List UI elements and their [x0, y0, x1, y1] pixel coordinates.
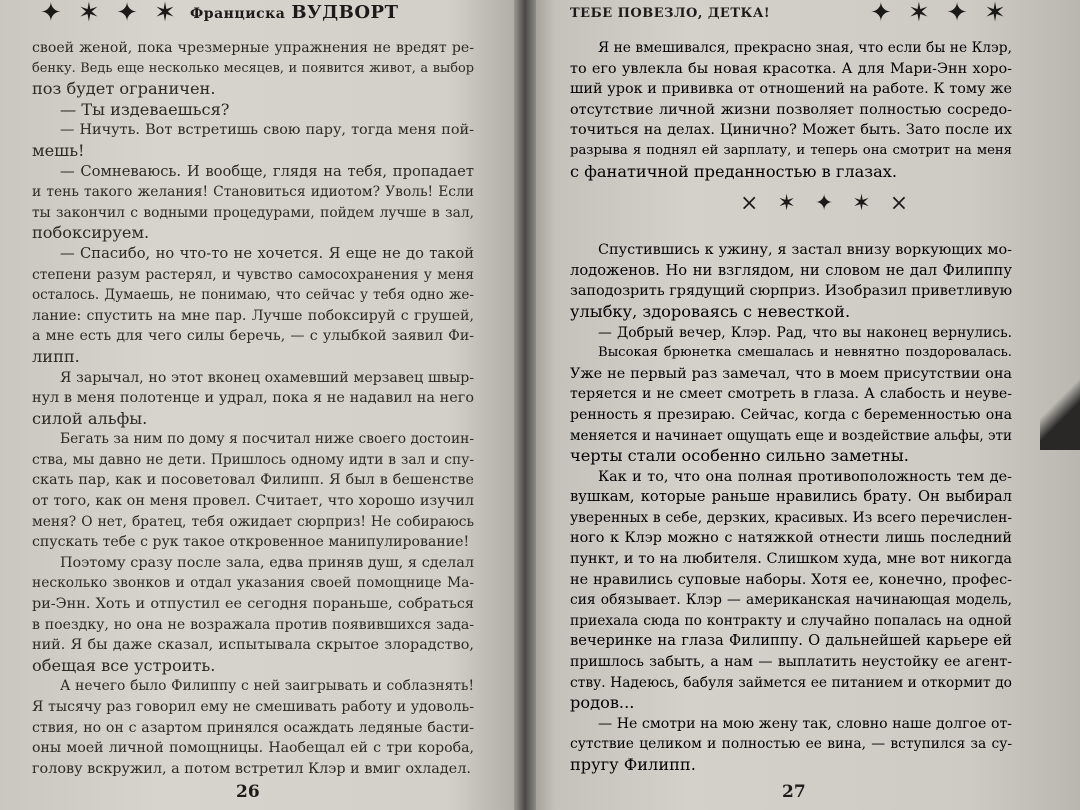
- text-line: пункт, и то на любителя. Слишком худа, мне вот никогда: [570, 551, 1012, 568]
- text-line: черты стали особенно сильно заметны.: [570, 446, 909, 466]
- text-line: то его увлекла бы новая красотка. А для Мари-Энн хоро-: [570, 60, 1012, 77]
- text-line: меня? О нет, братец, тебя ожидает сюрприз! Не собираюсь: [32, 513, 474, 530]
- text-line: Высокая брюнетка смешалась и невнятно поздоровалась.: [598, 345, 1012, 361]
- text-line: обещая все устроить.: [32, 655, 216, 675]
- author-surname: ВУДВОРТ: [291, 2, 399, 23]
- text-line: ний. Я бы даже сказал, испытывала скрытое злорадство,: [32, 637, 474, 654]
- text-line: ству. Надеюсь, бабуля займется ее питанием и откормит до: [570, 674, 1012, 691]
- text-line: от того, как он меня провел. Считает, что хорошо изучил: [32, 493, 474, 510]
- text-line: ного к Клэр можно с натяжкой отнести лишь последний: [570, 530, 1012, 547]
- text-line: Уже не первый раз замечал, что в моем присутствии она: [570, 365, 1012, 382]
- text-line: Бегать за ним по дому я посчитал ниже своего достоин-: [60, 431, 474, 448]
- text-line: разрыва я поднял ей зарплату, и теперь она смотрит на меня: [570, 142, 1012, 158]
- text-line: несколько звонков и отдал указания своей помощнице Ма-: [32, 575, 474, 592]
- text-line: заподозрить грядущий сюрприз. Изобразил приветливую: [570, 283, 1012, 300]
- text-line: лодоженов. Но ни взглядом, ни словом не дал Филиппу: [570, 261, 1012, 279]
- section-break-ornament: × ✶ ✦ ✶ ×: [740, 191, 915, 217]
- text-line: и тень такого желания! Становиться идиотом? Уволь! Если: [32, 184, 474, 201]
- text-line: мешь!: [32, 140, 85, 160]
- page-edge-shadow: [1040, 370, 1080, 450]
- left-page: [0, 0, 528, 810]
- left-page-text: [32, 38, 474, 779]
- text-line: сия обязывает. Клэр — американская начинающая модель,: [570, 592, 1012, 609]
- text-line: ренность я презираю. Сейчас, когда с беременностью она: [570, 406, 1012, 423]
- text-line: меняется и начинает ощущать еще и воздействие альфы, эти: [570, 427, 1012, 444]
- text-line: поз будет ограничен.: [32, 79, 216, 99]
- running-header-title: ТЕБЕ ПОВЕЗЛО, ДЕТКА!: [570, 6, 771, 21]
- text-line: Поэтому сразу после зала, едва приняв душ, я сделал: [60, 554, 474, 571]
- text-line: родов...: [570, 693, 635, 713]
- text-line: ри-Энн. Хоть и отпустил ее сегодня пораньше, собраться: [32, 596, 474, 613]
- text-line: пругу Филипп.: [570, 755, 696, 774]
- text-line: не нравились суповые наборы. Хотя ее, конечно, профес-: [570, 571, 1012, 588]
- running-header-author: [190, 2, 398, 28]
- text-line: — Добрый вечер, Клэр. Рад, что вы наконец вернулись.: [598, 324, 1012, 341]
- text-line: ства, мы давно не дети. Пришлось одному идти в зал и спу-: [32, 451, 474, 468]
- text-line: с фанатичной преданностью в глазах.: [570, 161, 898, 181]
- text-line: ты закончил с водными процедурами, пойдем лучше в зал,: [32, 204, 474, 221]
- text-line: силой альфы.: [32, 408, 148, 428]
- text-line: точиться на делах. Цинично? Может быть. Зато после их: [570, 122, 1012, 139]
- text-line: вушкам, которые раньше нравились брату. Он выбирал: [570, 488, 1012, 506]
- book-gutter: [514, 0, 536, 810]
- header-ornament-right: ✦ ✶ ✦ ✶: [870, 0, 1010, 28]
- text-line: ший урок и прививка от отношений на работе. К тому же: [570, 81, 1012, 98]
- text-line: Как и то, что она полная противоположность тем де-: [598, 468, 1012, 485]
- header-ornament-left: ✦ ✶ ✦ ✶: [40, 0, 180, 28]
- text-line: — Спасибо, но что-то не хочется. Я еще не до такой: [60, 244, 474, 262]
- text-line: ствия, но он с азартом принялся осаждать ледяные басти-: [32, 719, 474, 736]
- author-first-name: Франциска: [190, 6, 286, 22]
- page-number-left: 26: [236, 782, 260, 802]
- text-line: отсутствие личной жизни позволяет полностью сосредо-: [570, 101, 1012, 118]
- page-number-right: 27: [782, 782, 806, 802]
- text-line: лание: спустить на мне пар. Лучше побоксируй с грушей,: [32, 307, 474, 324]
- text-line: оны моей личной помощницы. Наобещал ей с три короба,: [32, 740, 474, 757]
- text-line: бенку. Ведь еще несколько месяцев, и появится живот, а выбор: [32, 60, 474, 76]
- text-line: побоксируем.: [32, 223, 150, 243]
- right-page-text: [570, 38, 1012, 776]
- text-line: уверенных в себе, дерзких, красивых. Из всего перечислен-: [570, 509, 1012, 526]
- text-line: в поездку, но она не возражала против появившихся зада-: [32, 616, 474, 633]
- text-line: своей женой, пока чрезмерные упражнения не вредят ре-: [32, 40, 474, 56]
- text-line: — Не смотри на мою жену так, словно наше долгое от-: [598, 715, 1012, 732]
- text-line: спускать тебе с рук такое откровенное манипулирование!: [32, 534, 470, 551]
- section-break: [570, 182, 1012, 240]
- text-line: А нечего было Филиппу с ней заигрывать и соблазнять!: [60, 678, 474, 695]
- text-line: нул в меня полотенце и удрал, пока я не надавил на него: [32, 390, 474, 407]
- text-line: голову вскружил, а потом встретил Клэр и вмиг охладел.: [32, 760, 471, 777]
- text-line: Я не вмешивался, прекрасно зная, что если бы не Клэр,: [598, 40, 1012, 56]
- text-line: теряется и не смеет смотреть в глаза. А слабость и неуве-: [570, 386, 1012, 403]
- text-line: Спустившись к ужину, я застал внизу воркующих мо-: [598, 242, 1012, 259]
- text-line: — Ничуть. Вот встретишь свою пару, тогда меня пой-: [60, 122, 474, 139]
- text-line: приехала сюда по контракту и случайно попалась на одной: [570, 612, 1012, 629]
- text-line: липп.: [32, 346, 80, 366]
- text-line: вечеринке на глаза Филиппу. О дальнейшей карьере ей: [570, 632, 1012, 650]
- text-line: а мне есть для чего силы беречь, — с улыбкой заявил Фи-: [32, 328, 474, 345]
- text-line: — Сомневаюсь. И вообще, глядя на тебя, пропадает: [60, 162, 474, 180]
- text-line: улыбку, здороваясь с невесткой.: [570, 301, 851, 321]
- text-line: пришлось забыть, а нам — выплатить неустойку ее агент-: [570, 654, 1012, 671]
- text-line: — Ты издеваешься?: [60, 99, 230, 119]
- text-line: Я тысячу раз говорил ему не смешивать работу и удоволь-: [32, 699, 474, 715]
- text-line: степени разум растерял, и чувство самосохранения у меня: [32, 266, 474, 283]
- text-line: сутствие целиком и полностью ее вина, — вступился за су-: [570, 736, 1012, 753]
- text-line: осталось. Думаешь, не понимаю, что сейчас у тебя одно же-: [32, 287, 474, 304]
- text-line: Я зарычал, но этот вконец охамевший мерзавец швыр-: [60, 369, 474, 386]
- text-line: скать пар, как и посоветовал Филипп. Я был в бешенстве: [32, 472, 474, 489]
